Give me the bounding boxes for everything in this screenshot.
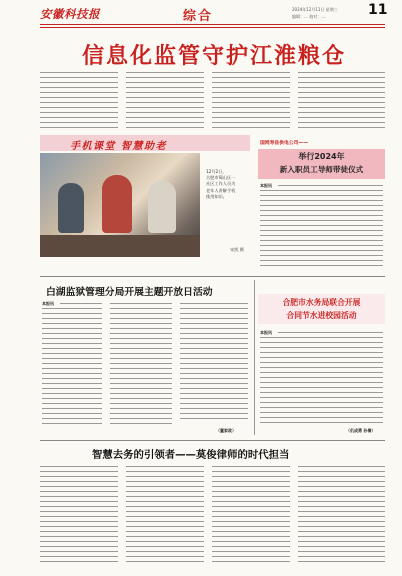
masthead-rule: [40, 24, 385, 25]
main-article-col-2: [126, 72, 204, 132]
page-number: 11: [368, 2, 388, 18]
photo-caption-line: 12月2日，: [206, 169, 227, 174]
news-photo: [40, 153, 200, 257]
photo-feature: [40, 135, 250, 275]
bottom-divider: [40, 440, 385, 441]
photo-person-1: [58, 183, 84, 233]
main-article-col-4: [298, 72, 385, 132]
left-news-lead: 本报讯: [42, 301, 54, 306]
paper-name: 安徽科技报: [40, 7, 100, 21]
bottom-title: 智慧去务的引领者——莫俊律师的时代担当: [92, 449, 290, 461]
photo-caption-line: 合肥市蜀山区一: [206, 175, 236, 181]
photo-person-3: [148, 181, 176, 233]
right-news-title-line-2: 合同节水进校园活动: [286, 311, 357, 320]
feature-body-cont: [260, 190, 383, 270]
bottom-col-3: [212, 466, 290, 566]
right-news-title-line-1: 合肥市水务局联合开展: [282, 298, 361, 307]
bottom-col-4: [298, 466, 385, 566]
main-article-body: [40, 72, 385, 134]
bottom-col-1: [40, 466, 118, 566]
section-name: 综合: [183, 9, 214, 24]
masthead-hairline: [40, 27, 385, 28]
left-news-article: [40, 280, 250, 438]
feature-kicker: 国网寿县供电公司——: [260, 141, 308, 146]
main-article-col-1: [40, 72, 118, 132]
editor-line: 编辑：… 校对：…: [292, 14, 326, 19]
left-news-credit: （董家政）: [216, 428, 236, 433]
right-news-body-cont: [260, 337, 383, 427]
feature-article: [258, 135, 385, 275]
left-news-col-2: [110, 303, 172, 428]
feature-title-line-1: 举行2024年: [298, 152, 345, 161]
photo-table: [40, 235, 200, 257]
left-news-col-1-cont: [42, 308, 102, 428]
photo-caption-line: 老年人讲解手机: [206, 187, 236, 193]
section-divider: [40, 276, 385, 277]
photo-title: 手机课堂 智慧助老: [70, 141, 167, 152]
bottom-article: [40, 444, 385, 572]
left-news-col-3: [180, 303, 248, 423]
date-line: 2024年12月11日 星期三: [292, 7, 338, 12]
left-news-title: 白湖监狱管理分局开展主题开放日活动: [46, 287, 213, 298]
bottom-col-2: [126, 466, 204, 566]
right-news-article: [258, 280, 385, 438]
photo-caption: [206, 169, 250, 200]
photo-caption-line: 社区工作人员为: [206, 181, 236, 187]
photo-credit: 宋凯 摄: [230, 247, 244, 252]
right-news-lead: 本报讯: [260, 330, 272, 335]
photo-caption-line: 使用知识。: [206, 193, 227, 199]
feature-title-line-2: 新入职员工导师带徒仪式: [279, 165, 364, 174]
column-divider: [254, 280, 255, 435]
feature-lead: 本报讯: [260, 183, 272, 188]
right-news-credit: （仉成勇 孙倩）: [346, 428, 376, 433]
main-article-col-3: [212, 72, 290, 132]
masthead: [0, 0, 402, 34]
main-headline: 信息化监管守护江淮粮仓: [82, 44, 347, 69]
photo-person-2: [102, 175, 132, 233]
